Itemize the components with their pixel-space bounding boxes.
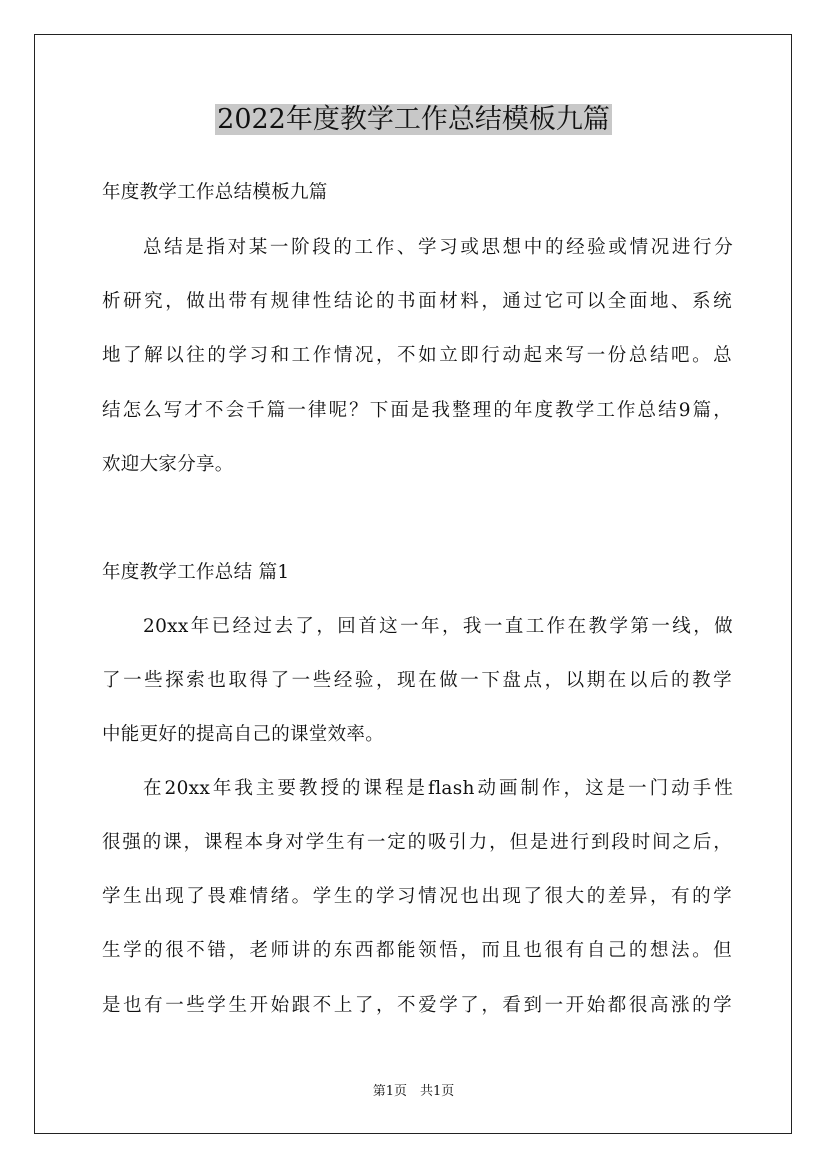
- intro-line: 总结是指对某一阶段的工作、学习或思想中的经验或情况进行分: [143, 237, 733, 258]
- paragraph-line: 生学的很不错，老师讲的东西都能领悟，而且也很有自己的想法。但: [102, 940, 732, 961]
- paragraph-line: 20xx年已经过去了，回首这一年，我一直工作在教学第一线，做: [143, 616, 733, 637]
- document-title: [0, 100, 827, 140]
- paragraph-line: 学生出现了畏难情绪。学生的学习情况也出现了很大的差异，有的学: [102, 886, 732, 907]
- paragraph-line: 了一些探索也取得了一些经验，现在做一下盘点，以期在以后的教学: [102, 670, 732, 691]
- intro-line: 地了解以往的学习和工作情况，不如立即行动起来写一份总结吧。总: [102, 345, 732, 366]
- intro-line: 结怎么写才不会千篇一律呢？下面是我整理的年度教学工作总结9篇，: [102, 400, 732, 421]
- paragraph-line: 在20xx年我主要教授的课程是flash动画制作，这是一门动手性: [143, 778, 733, 799]
- document-title-text: 2022年度教学工作总结模板九篇: [217, 104, 610, 135]
- page-footer: 第1页 共1页: [372, 1084, 455, 1099]
- document-subtitle: 年度教学工作总结模板九篇: [102, 182, 328, 203]
- intro-line: 析研究，做出带有规律性结论的书面材料，通过它可以全面地、系统: [102, 291, 732, 312]
- paragraph-line: 很强的课，课程本身对学生有一定的吸引力，但是进行到段时间之后，: [102, 832, 732, 853]
- section-heading: 年度教学工作总结 篇1: [102, 562, 290, 583]
- paragraph-line: 中能更好的提高自己的课堂效率。: [102, 724, 385, 745]
- intro-line: 欢迎大家分享。: [102, 454, 234, 475]
- paragraph-line: 是也有一些学生开始跟不上了，不爱学了，看到一开始都很高涨的学: [102, 995, 732, 1016]
